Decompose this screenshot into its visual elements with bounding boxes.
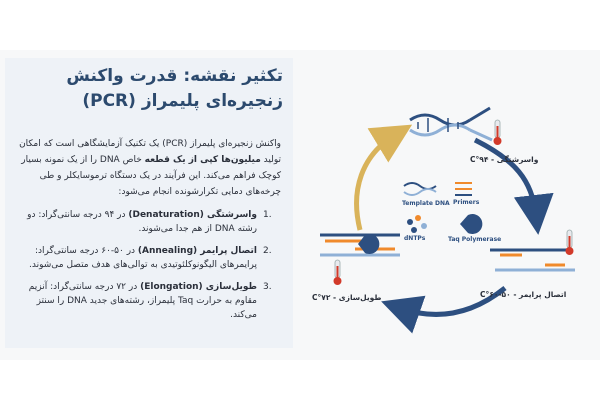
elongation-label: طویل‌سازی - ۷۲°C (312, 293, 382, 302)
step-text: در ۹۴ درجه سانتی‌گراد: دو رشته DNA از هم جدا می‌شوند. (27, 210, 257, 234)
step-number: 3. (263, 282, 272, 292)
legend-dntps: dNTPs (404, 235, 426, 242)
thermometer-icon (566, 230, 574, 255)
dna-double-helix-icon (410, 108, 492, 140)
primers-icon (455, 183, 472, 195)
thermometer-icon (334, 260, 342, 285)
pcr-cycle-diagram (300, 50, 600, 360)
legend-taq-polymerase: Taq Polymerase (448, 236, 502, 243)
text-panel (5, 58, 293, 348)
taq-polymerase-icon (460, 214, 482, 234)
cycle-arrow-icon (475, 140, 536, 215)
step-number: 1. (263, 210, 272, 220)
list-item (11, 280, 281, 322)
pcr-cycle-illustration (300, 50, 600, 360)
step-number: 2. (263, 246, 272, 256)
legend-template-dna: Template DNA (402, 200, 450, 207)
cycle-arrow-icon (357, 135, 395, 230)
steps-list (11, 208, 281, 330)
thermometer-icon (494, 120, 502, 145)
dna-strand-icon (490, 250, 575, 270)
dntps-icon (407, 215, 427, 233)
list-item (11, 244, 281, 272)
step-term: اتصال پرایمر (Annealing) (137, 246, 257, 256)
intro-text-1: واکنش زنجیره‌ای پلیمراز (PCR) یک تکنیک آزمایشگاهی است که امکان تولید (19, 139, 281, 165)
annealing-label: اتصال پرایمر - ۵۰-۶۰°C (480, 290, 567, 299)
page-title: تکثیر نقشه: قدرت واکنش زنجیره‌ای پلیمراز (PCR) (66, 66, 283, 111)
intro-text-2: خاص DNA را از یک نمونه بسیار کوچک فراهم می‌کند. این فرآیند در یک دستگاه ترموسایکلر و طی چرخه‌های دمایی تکرارشونده انجام می‌شود: (21, 155, 281, 197)
denaturation-label: واسرشتگی - ۹۴°C (470, 155, 539, 164)
step-term: واسرشتگی (Denaturation) (128, 210, 257, 220)
legend-primers: Primers (453, 199, 480, 206)
intro-paragraph (11, 136, 281, 200)
step-term: طویل‌سازی (Elongation) (140, 282, 257, 292)
intro-bold-text: میلیون‌ها کپی از یک قطعه (144, 155, 261, 165)
template-dna-icon (404, 183, 436, 195)
step-text: در ۷۲ درجه سانتی‌گراد: آنزیم مقاوم به حرارت Taq پلیمراز، رشته‌های جدید DNA را سنتز می‌کند. (28, 282, 257, 320)
list-item (11, 208, 281, 236)
step-text: در ۵۰-۶۰ درجه سانتی‌گراد: پرایمرهای الیگونوکلئوتیدی به توالی‌های هدف متصل می‌شوند. (28, 246, 257, 270)
taq-polymerase-icon (358, 234, 379, 254)
